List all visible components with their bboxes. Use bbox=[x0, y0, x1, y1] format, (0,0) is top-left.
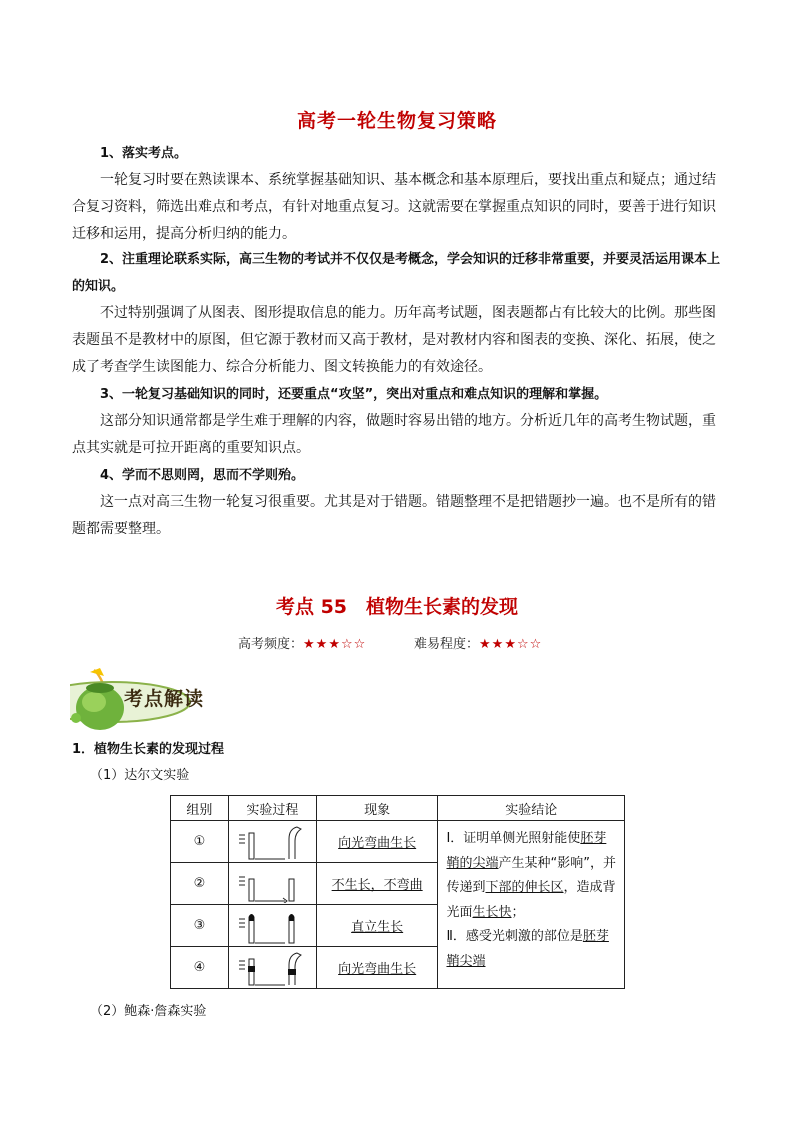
procedure-cell bbox=[228, 947, 316, 989]
section-heading: 1．植物生长素的发现过程 bbox=[72, 742, 225, 757]
decapitated-seedling-icon bbox=[235, 865, 309, 903]
group-cell: ④ bbox=[171, 947, 229, 989]
conclusion-text: Ⅰ．证明单侧光照射能使 bbox=[446, 831, 581, 846]
phenomenon-cell bbox=[316, 863, 438, 905]
light-bent-seedling-icon bbox=[235, 823, 309, 861]
badge-text: 考点解读 bbox=[124, 688, 205, 710]
phenomenon-text: 向光弯曲生长 bbox=[338, 836, 417, 851]
phenomenon-text: 不生长，不弯曲 bbox=[331, 878, 423, 893]
strategy-paragraph-4: 这一点对高三生物一轮复习很重要。尤其是对于错题。错题整理不是把错题抄一遍。也不是所有的错题都需要整理。 bbox=[72, 494, 716, 537]
strategy-heading-3: 3、一轮复习基础知识的同时，还要重点“攻坚”，突出对重点和难点知识的理解和掌握。 bbox=[100, 387, 608, 402]
covered-tip-seedling-icon bbox=[235, 907, 309, 945]
topic-title: 考点 55 植物生长素的发现 bbox=[275, 596, 519, 618]
table-header: 实验过程 bbox=[228, 796, 316, 821]
topic-interpretation-badge bbox=[70, 666, 230, 732]
conclusion-text: Ⅱ．感受光刺激的部位是 bbox=[446, 929, 583, 944]
difficulty-label: 难易程度： bbox=[414, 637, 480, 652]
difficulty-stars: ★★★☆☆ bbox=[479, 637, 543, 652]
procedure-cell bbox=[228, 863, 316, 905]
table-row bbox=[171, 821, 625, 863]
conclusion-keyword: 胚芽鞘尖端 bbox=[446, 929, 609, 969]
strategy-heading-4: 4、学而不思则罔，思而不学则殆。 bbox=[100, 468, 305, 483]
group-cell: ② bbox=[171, 863, 229, 905]
conclusion-keyword: 胚芽鞘的尖端 bbox=[446, 831, 607, 871]
conclusion-keyword: 下部的伸长区 bbox=[485, 880, 564, 895]
conclusion-keyword: 生长快 bbox=[472, 904, 512, 920]
phenomenon-cell bbox=[316, 821, 438, 863]
strategy-paragraph-1: 一轮复习时要在熟读课本、系统掌握基础知识、基本概念和基本原理后，要找出重点和疑点；通过结合复习资料，筛选出难点和考点，有针对地重点复习。这就需要在掌握重点知识的同时，要善于进行知识迁移和运用，提高分析归纳的能力。 bbox=[72, 172, 716, 242]
strategy-heading-1: 1、落实考点。 bbox=[100, 146, 188, 161]
strategy-paragraph-2: 不过特别强调了从图表、图形提取信息的能力。历年高考试题，图表题都占有比较大的比例。那些图表题虽不是教材中的原图，但它源于教材而又高于教材，是对教材内容和图表的变换、深化、拓展，使之成了考查学生读图能力、综合分析能力、图文转换能力的有效途径。 bbox=[72, 305, 716, 375]
conclusion-text: ； bbox=[511, 904, 525, 920]
frequency-label: 高考频度： bbox=[238, 637, 304, 652]
phenomenon-text: 直立生长 bbox=[351, 920, 404, 935]
phenomenon-text: 向光弯曲生长 bbox=[338, 962, 417, 977]
procedure-cell bbox=[228, 905, 316, 947]
darwin-experiment-table bbox=[170, 795, 625, 989]
subsection-darwin: （1）达尔文实验 bbox=[90, 768, 190, 783]
frequency-stars: ★★★☆☆ bbox=[303, 637, 367, 652]
table-header: 实验结论 bbox=[438, 796, 625, 821]
phenomenon-cell bbox=[316, 947, 438, 989]
strategy-title: 高考一轮生物复习策略 bbox=[296, 110, 497, 132]
phenomenon-cell bbox=[316, 905, 438, 947]
subsection-boysen-jensen: （2）鲍森·詹森实验 bbox=[90, 1004, 207, 1019]
table-header: 现象 bbox=[316, 796, 438, 821]
covered-base-seedling-icon bbox=[235, 949, 309, 987]
conclusion-text: 产生某种“影响”，并传递到 bbox=[446, 855, 616, 895]
procedure-cell bbox=[228, 821, 316, 863]
conclusion-text: ，造成背光面 bbox=[446, 880, 616, 920]
strategy-heading-2: 2、注重理论联系实际，高三生物的考试并不仅仅是考概念，学会知识的迁移非常重要，并要灵活运用课本上的知识。 bbox=[72, 252, 721, 294]
group-cell: ① bbox=[171, 821, 229, 863]
exam-frequency bbox=[238, 633, 366, 652]
strategy-paragraph-3: 这部分知识通常都是学生难于理解的内容，做题时容易出错的地方。分析近几年的高考生物试题，重点其实就是可拉开距离的重要知识点。 bbox=[72, 413, 716, 456]
conclusion-cell bbox=[438, 821, 625, 989]
table-header-row bbox=[171, 796, 625, 821]
difficulty bbox=[414, 633, 542, 652]
table-header: 组别 bbox=[171, 796, 229, 821]
group-cell: ③ bbox=[171, 905, 229, 947]
